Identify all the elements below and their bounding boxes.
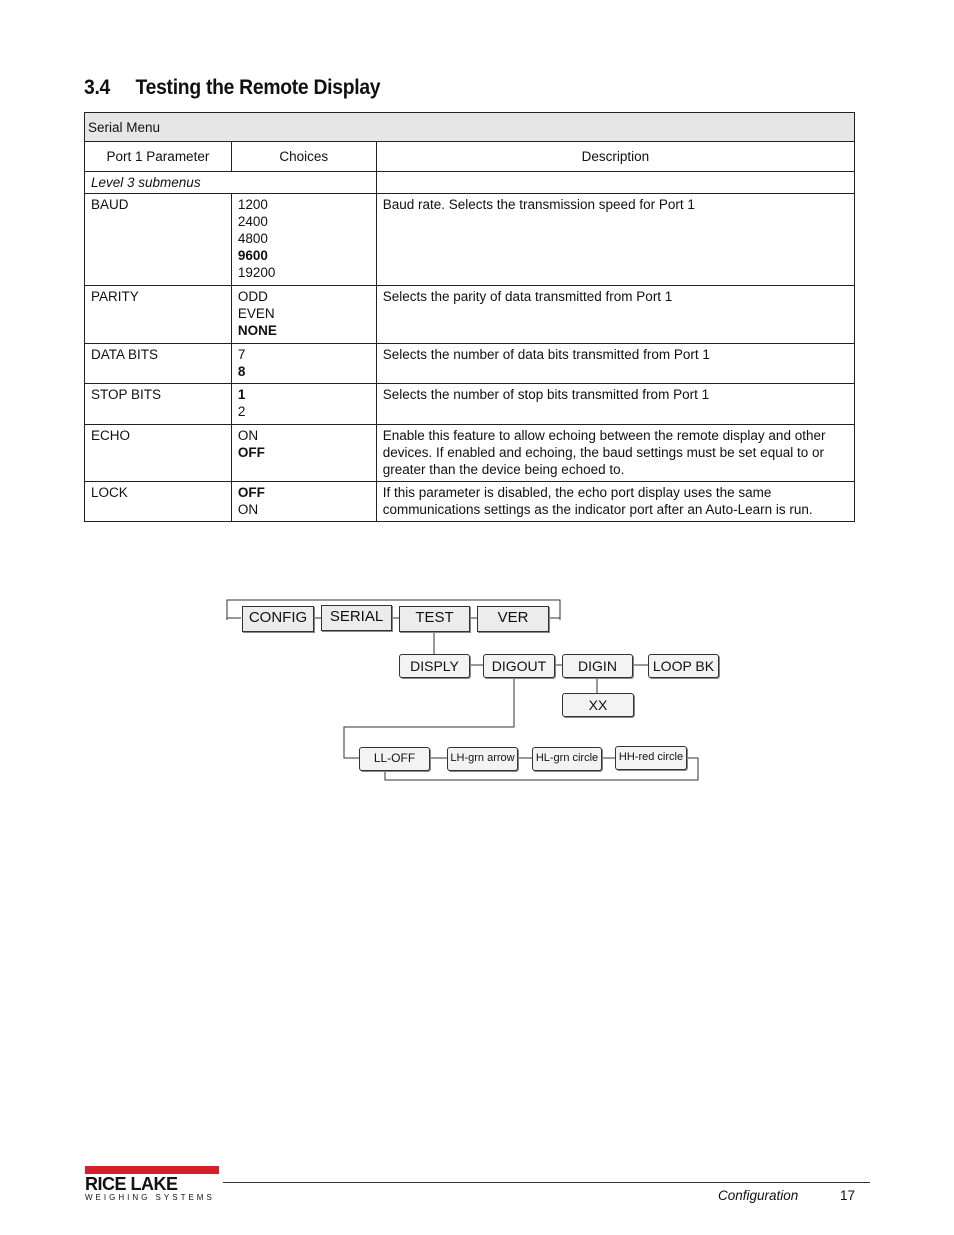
- description-cell: If this parameter is disabled, the echo port display uses the same communications settings as the indicator port after an Auto-Learn is run.: [376, 482, 854, 522]
- choices-cell: [231, 384, 376, 425]
- digout-hl-grn-circle[interactable]: HL-grn circle: [532, 747, 602, 771]
- digout-ll-off[interactable]: LL-OFF: [359, 747, 430, 771]
- column-header-param: Port 1 Parameter: [85, 142, 232, 172]
- menu-ver[interactable]: VER: [477, 606, 549, 632]
- param-cell: STOP BITS: [85, 384, 232, 425]
- table-row: [85, 482, 855, 522]
- column-header-choices: Choices: [231, 142, 376, 172]
- section-number: 3.4: [84, 76, 111, 99]
- logo-subtitle: WEIGHING SYSTEMS: [85, 1193, 215, 1202]
- description-cell: Selects the number of data bits transmitted from Port 1: [376, 344, 854, 384]
- digout-lh-grn-arrow[interactable]: LH-grn arrow: [447, 747, 518, 771]
- param-cell: DATA BITS: [85, 344, 232, 384]
- table-row: [85, 384, 855, 425]
- choice-option: 2: [237, 404, 246, 419]
- test-digin[interactable]: DIGIN: [562, 654, 633, 678]
- section-heading: [84, 76, 380, 100]
- menu-config[interactable]: CONFIG: [242, 606, 314, 632]
- serial-menu-table: [84, 112, 855, 522]
- choice-option: 1200: [237, 197, 268, 212]
- choice-option: 9600: [237, 248, 268, 263]
- section-title: Testing the Remote Display: [135, 76, 381, 99]
- footer-section: Configuration: [718, 1188, 799, 1203]
- description-cell: Selects the parity of data transmitted from Port 1: [376, 286, 854, 344]
- menu-test[interactable]: TEST: [399, 606, 470, 632]
- choice-option: OFF: [237, 485, 265, 500]
- choice-option: 2400: [237, 214, 268, 229]
- footer-rule: [223, 1182, 870, 1183]
- description-cell: Selects the number of stop bits transmitted from Port 1: [376, 384, 854, 425]
- choice-option: 8: [237, 364, 246, 379]
- choices-cell: [231, 425, 376, 482]
- choice-option: ODD: [237, 289, 268, 304]
- param-cell: PARITY: [85, 286, 232, 344]
- table-row: [85, 344, 855, 384]
- test-digout[interactable]: DIGOUT: [483, 654, 555, 678]
- description-cell: Enable this feature to allow echoing between the remote display and other devices. If enabled and echoing, the baud settings must be set equal to or greater than the device being echoed to.: [376, 425, 854, 482]
- choices-cell: [231, 344, 376, 384]
- choice-option: ON: [237, 428, 259, 443]
- submenu-empty-cell: [376, 172, 854, 194]
- choice-option: NONE: [237, 323, 277, 338]
- choices-cell: [231, 482, 376, 522]
- digout-hh-red-circle[interactable]: HH-red circle: [615, 746, 687, 770]
- choice-option: OFF: [237, 445, 265, 460]
- column-header-description: Description: [376, 142, 854, 172]
- test-disply[interactable]: DISPLY: [399, 654, 470, 678]
- choices-cell: [231, 194, 376, 286]
- choice-option: 1: [237, 387, 246, 402]
- choice-option: 4800: [237, 231, 268, 246]
- page-number: 17: [840, 1188, 856, 1203]
- choices-cell: [231, 286, 376, 344]
- submenu-label: Level 3 submenus: [85, 172, 377, 194]
- description-cell: Baud rate. Selects the transmission speed for Port 1: [376, 194, 854, 286]
- table-row: [85, 425, 855, 482]
- table-title: Serial Menu: [85, 113, 855, 142]
- choice-option: ON: [237, 502, 259, 517]
- menu-serial[interactable]: SERIAL: [321, 605, 392, 631]
- param-cell: LOCK: [85, 482, 232, 522]
- table-row: [85, 286, 855, 344]
- choice-option: EVEN: [237, 306, 275, 321]
- param-cell: ECHO: [85, 425, 232, 482]
- logo-name: RICE LAKE: [85, 1174, 178, 1194]
- table-row: [85, 194, 855, 286]
- test-loop-bk[interactable]: LOOP BK: [648, 654, 719, 678]
- param-cell: BAUD: [85, 194, 232, 286]
- logo-bar: [85, 1166, 219, 1174]
- rice-lake-logo: [85, 1166, 219, 1202]
- choice-option: 7: [237, 347, 246, 362]
- digin-xx[interactable]: XX: [562, 693, 634, 717]
- choice-option: 19200: [237, 265, 276, 280]
